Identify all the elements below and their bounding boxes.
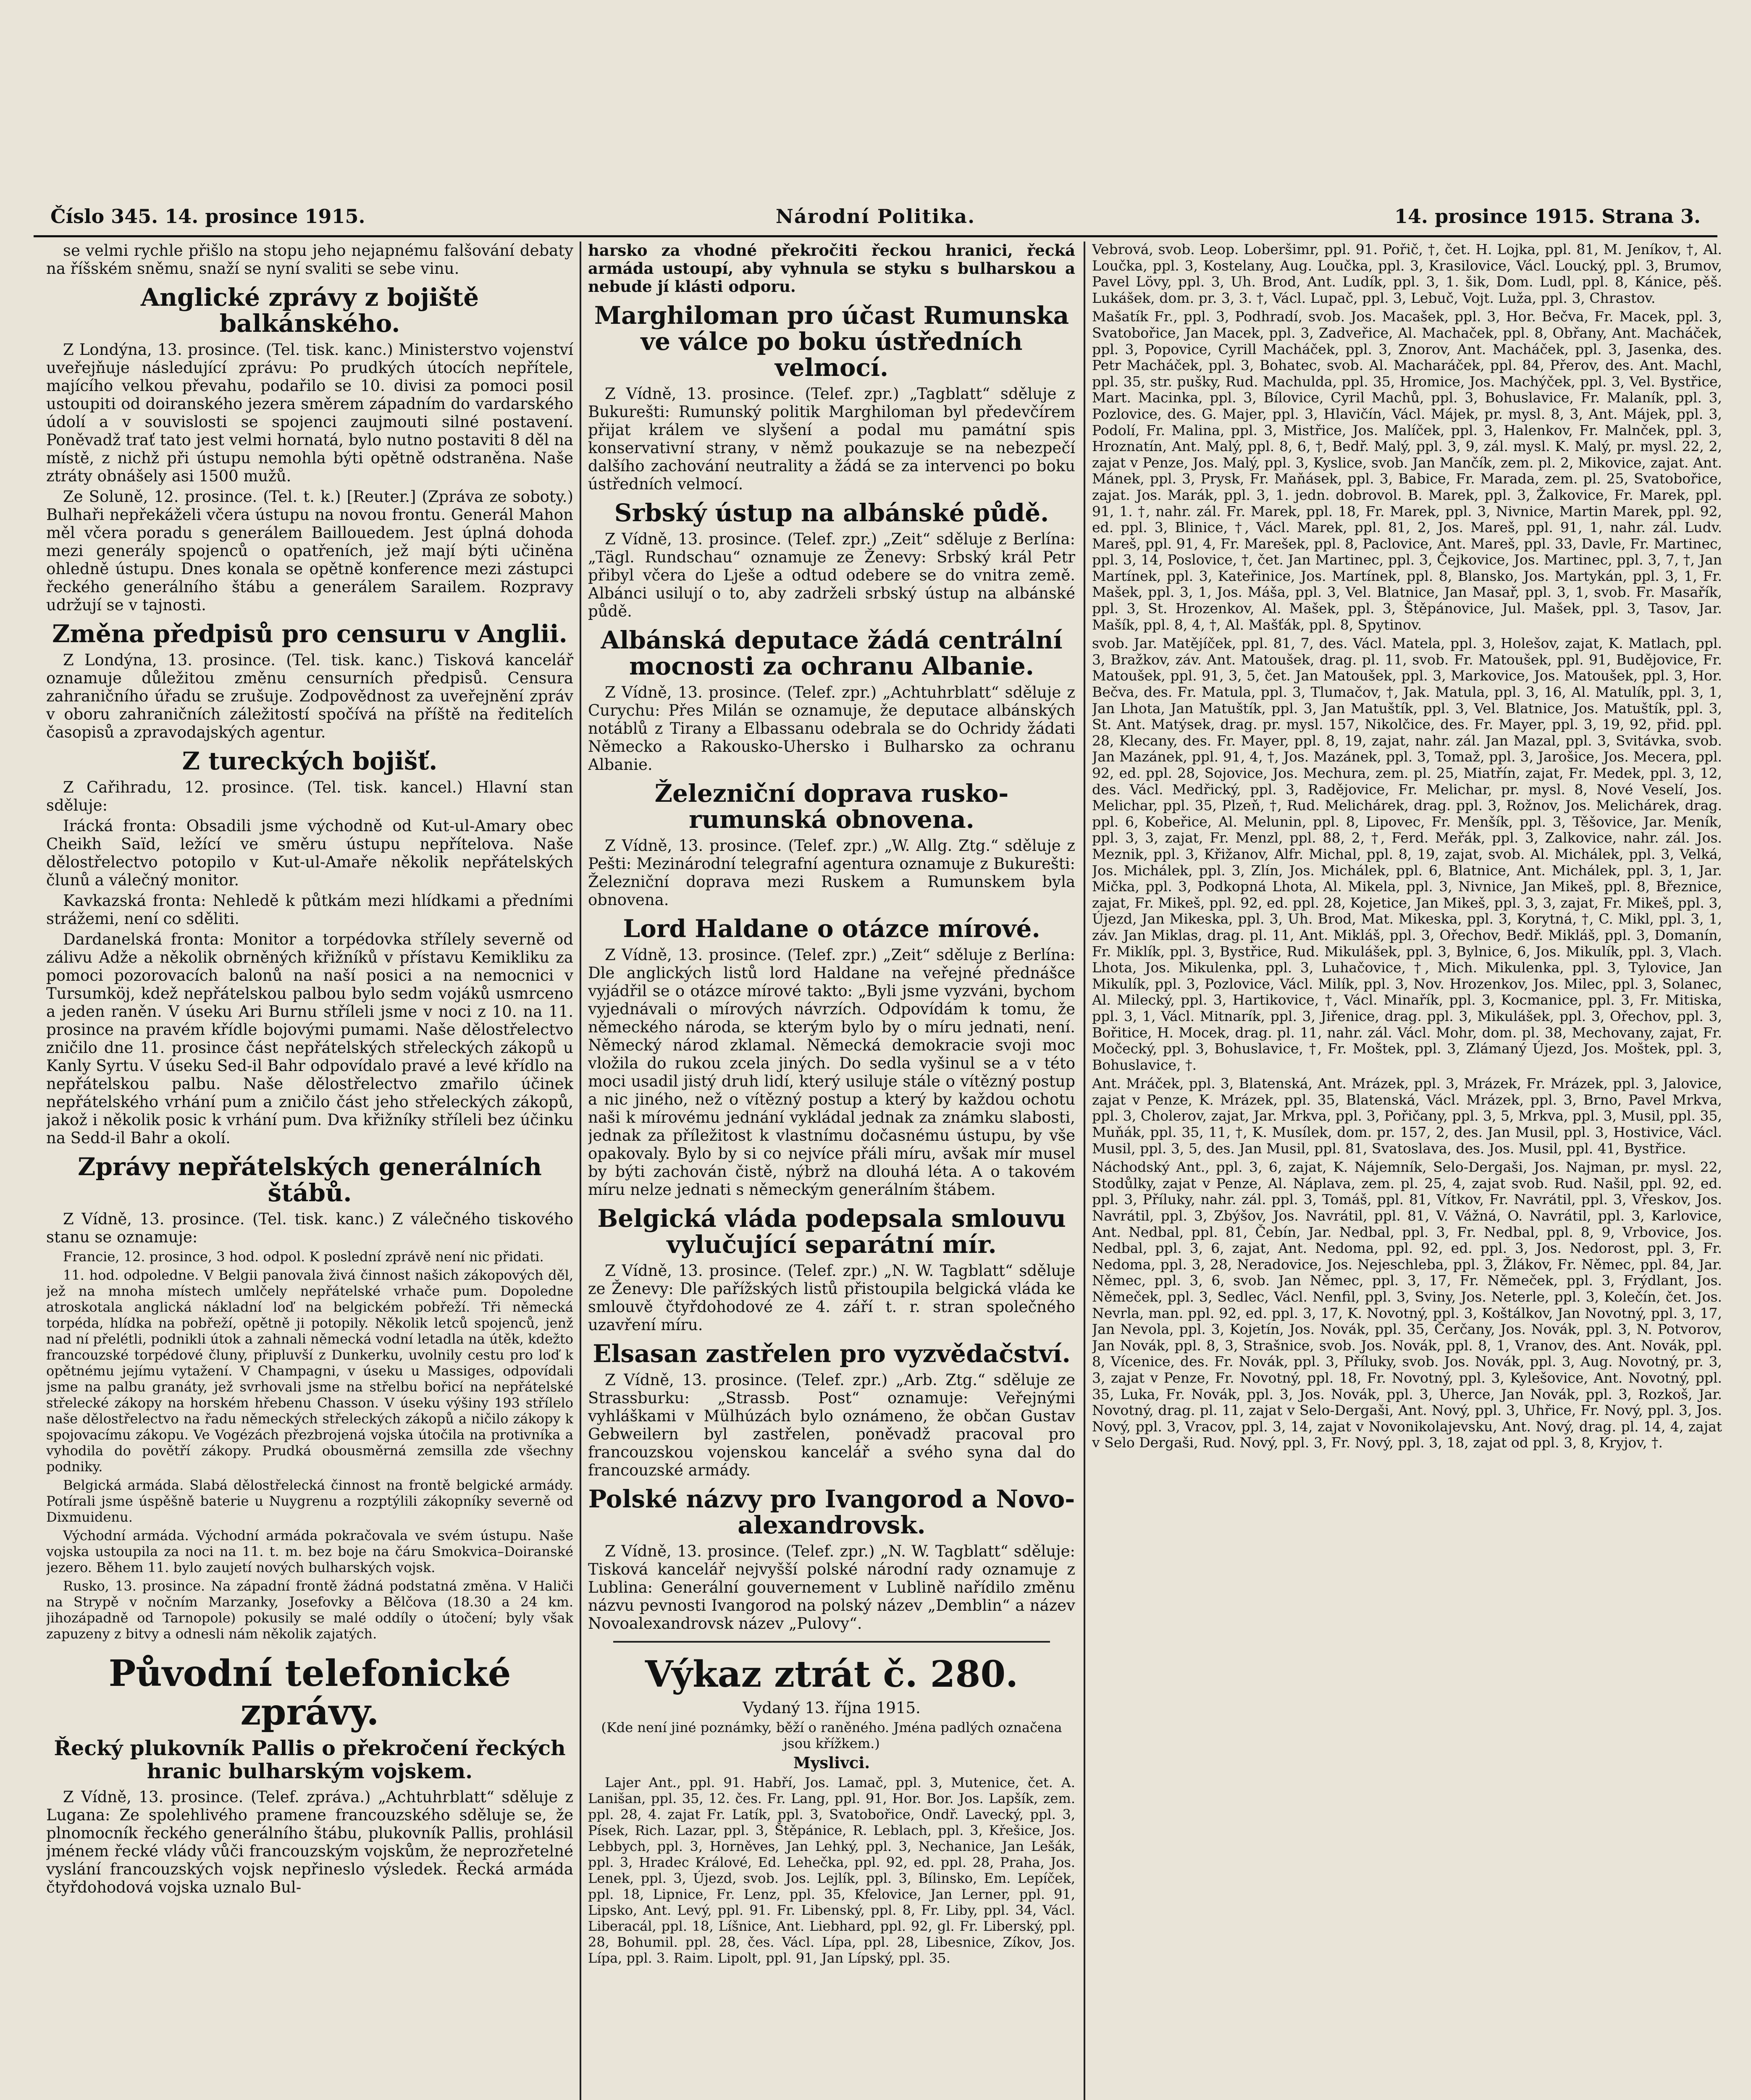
headline: Lord Haldane o otázce mírové. [623, 914, 1040, 943]
article-paragraph: Z Vídně, 13. prosince. (Telef. zpr.) „N. W. Tagblatt“ sděluje: Tisková kancelář nejvyšší polské národní rady oznamuje z Lublina: Generální gouvernement v Lublině nařídilo změnu názvu pevnosti Ivangorod na polský název „Demblin“ a název Novoalexandrovsk název „Pulovy“. [588, 1542, 1075, 1633]
headline: Elsasan zastřelen pro vyzvědačství. [593, 1339, 1071, 1368]
article-paragraph: Kavkazská fronta: Nehledě k půtkám mezi hlídkami a předními strážemi, není co sděliti. [46, 892, 573, 928]
article-paragraph: Belgická armáda. Slabá dělostřelecká činnost na frontě belgické armády. Potírali jsme úspěšně baterie u Nuygrenu a rozptýlili zákopníky severně od Dixmuidenu. [46, 1477, 573, 1525]
casualty-list: Lajer Ant., ppl. 91. Habří, Jos. Lamač, ppl. 3, Mutenice, čet. A. Lanišan, ppl. 35, 12. čes. Fr. Lang, ppl. 91, Hor. Bor. Jos. Lapšík, zem. ppl. 28, 4. zajat Fr. Latík, ppl. 3, Svatobořice, Ondř. Lavecký, ppl. 3, Písek, Rich. Lazar, ppl. 3, Štěpánice, R. Leblach, ppl. 3, Křešice, Jos. Lebbych, ppl. 3, Horněves, Jan Lehký, ppl. 3, Nechanice, Jan Lešák, ppl. 3, Hradec Králové, Ed. Lehečka, ppl. 92, ed. ppl. 28, Praha, Jos. Lenek, ppl. 3, Újezd, svob. Jos. Lejlík, ppl. 3, Bílinsko, Em. Lepíček, ppl. 18, Lipnice, Fr. Lenz, ppl. 35, Kfelovice, Jan Lerner, ppl. 91, Lipsko, Ant. Levý, ppl. 91. Fr. Libenský, ppl. 8, Fr. Liby, ppl. 34, Václ. Liberacál, ppl. 18, Líšnice, Ant. Liebhard, ppl. 92, gl. Fr. Liberský, ppl. 28, Bohumil. ppl. 28, čes. Václ. Lípa, ppl. 28, Libesnice, Zíkov, Jos. Lípa, ppl. 3. Raim. Lipolt, ppl. 91, Jan Lípský, ppl. 35. [588, 1774, 1075, 1966]
headline: Změna předpisů pro censuru v Anglii. [52, 620, 567, 648]
subheadline: Řecký plukovník Pallis o překročení řeckých hranic bulharským vojskem. [54, 1736, 566, 1783]
headline: Marghiloman pro účast Rumunska ve válce po boku ústředních velmocí. [594, 301, 1069, 382]
casualty-list: svob. Jar. Matějíček, ppl. 81, 7, des. Václ. Matela, ppl. 3, Holešov, zajat, K. Matlach, ppl. 3, Bražkov, záv. Ant. Matoušek, drag. pl. 11, svob. Fr. Matoušek, ppl. 91, Budějovice, Fr. Matoušek, ppl. 91, 3, 5, čet. Jan Matoušek, ppl. 3, Markovice, Jos. Matoušek, ppl. 3, Hor. Bečva, des. Fr. Matula, ppl. 3, Tlumačov, †, Jak. Matula, ppl. 3, 16, Al. Matulík, ppl. 3, 1, Jan Lhota, Jan Matuštík, ppl. 3, Jan Matuštík, ppl. 3, Vel. Blatnice, Jos. Matuštík, ppl. 3, St. Ant. Matýsek, drag. pr. mysl. 157, Nikolčice, des. Fr. Mayer, ppl. 3, 19, 92, přid. ppl. 28, Klecany, des. Fr. Mayer, ppl. 8, 19, zajat, nahr. zál. Jan Mazal, ppl. 3, Svitávka, svob. Jan Mazánek, ppl. 91, 4, †, Jos. Mazánek, ppl. 3, Tomaž, ppl. 3, Jarošice, Jos. Mecera, ppl. 92, ed. ppl. 28, Sojovice, Jos. Mechura, zem. pl. 25, Miatřín, zajat, Fr. Medek, ppl. 3, 12, des. Václ. Medřický, ppl. 3, Radějovice, Fr. Melichar, pr. mysl. 8, Nové Veselí, Jos. Melichar, ppl. 35, Plzeň, †, Rud. Melichárek, drag. ppl. 3, Rožnov, Jos. Melichárek, drag. ppl. 6, Kobeřice, Al. Melunin, ppl. 8, Lipovec, Fr. Menšík, ppl. 3, Těšovice, Jar. Meník, ppl. 3, 3, zajat, Fr. Menzl, ppl. 88, 2, †, Ferd. Meřák, ppl. 3, Zalkovice, nahr. zál. Jos. Meznik, ppl. 3, Křižanov, Alfr. Michal, ppl. 8, 19, zajat, svob. Al. Michálek, ppl. 3, Velká, Jos. Michálek, ppl. 3, Zlín, Jos. Michálek, ppl. 6, Blatnice, Ant. Michálek, ppl. 3, 1, Jar. Mička, ppl. 3, Podkopná Lhota, Al. Mikela, ppl. 3, Nivnice, Jan Mikeš, ppl. 8, Březnice, zajat, Fr. Mikeš, ppl. 92, ed. ppl. 28, Kojetice, Jan Mikeš, ppl. 3, 3, zajat, Fr. Mikeš, ppl. 3, Újezd, Jan Mikeska, ppl. 3, Uh. Brod, Mat. Mikeska, ppl. 3, Korytná, †, C. Mikl, ppl. 3, 1, záv. Jan Miklas, drag. pl. 11, Ant. Mikláš, ppl. 3, Ořechov, Bedř. Mikláš, ppl. 3, Domanín, Fr. Miklík, ppl. 3, Bystřice, Rud. Mikulášek, ppl. 3, Bylnice, 6, Jos. Mikulík, ppl. 3, Vlach. Lhota, Jos. Mikulenka, ppl. 3, Luhačovice, †, Mich. Mikulenka, ppl. 3, Tylovice, Jan Mikulík, ppl. 3, Pozlovice, Václ. Milík, ppl. 3, Nov. Hrozenkov, Jos. Milec, ppl. 3, Solanec, Al. Milecký, ppl. 3, Hartikovice, †, Václ. Minařík, ppl. 3, Kocmanice, ppl. 3, Fr. Mitiska, ppl. 3, 1, Václ. Mitnarík, ppl. 3, Jiřenice, drag. ppl. 3, Mikulášek, ppl. 3, Ořechov, ppl. 3, Bořitice, H. Mocek, drag. pl. 11, nahr. zál. Václ. Mohr, dom. pl. 38, Mechovany, zajat, Fr. Močecký, ppl. 3, Bohuslavice, †, Fr. Moštek, ppl. 3, Zlámaný Újezd, Jos. Moštek, ppl. 3, Bohuslavice, †. [1092, 635, 1722, 1073]
casualty-list: Náchodský Ant., ppl. 3, 6, zajat, K. Nájemník, Selo-Dergaši, Jos. Najman, pr. mysl. 22, Stodůlky, zajat v Penze, Al. Náplava, zem. pl. 25, 4, zajat svob. Rud. Našil, ppl. 92, ed. ppl. 3, Příluky, nahr. zál. ppl. 3, Tomáš, ppl. 81, Vítkov, Fr. Navrátil, ppl. 3, Vřeskov, Jos. Navrátil, ppl. 3, Zbýšov, Jos. Navrátil, ppl. 81, V. Vážná, O. Navrátil, ppl. 3, Karlovice, Ant. Nedbal, ppl. 81, Čebín, Jar. Nedbal, ppl. 3, Fr. Nedbal, ppl. 8, 9, Vrbovice, Jos. Nedbal, ppl. 3, 6, zajat, Ant. Nedoma, ppl. 92, ed. ppl. 3, Jos. Nedorost, ppl. 3, Fr. Nedoma, ppl. 3, 28, Neradovice, Jos. Nejeschleba, ppl. 3, Žlákov, Fr. Němec, ppl. 84, Jar. Němec, ppl. 3, 6, svob. Jan Němec, ppl. 3, 17, Fr. Němeček, ppl. 3, Frýdlant, Jos. Němeček, ppl. 3, Sedlec, Václ. Nenfil, ppl. 3, Sviny, Jos. Neterle, ppl. 3, Kolečín, čet. Jos. Nevrla, man. ppl. 92, ed. ppl. 3, 17, K. Novotný, ppl. 3, Koštálkov, Jan Novotný, ppl. 3, 17, Jan Nevola, ppl. 3, Kojetín, Jos. Novák, ppl. 35, Čerčany, Jos. Novák, ppl. 3, N. Potvorov, Jan Novák, ppl. 8, 3, Strašnice, svob. Jos. Novák, ppl. 8, 1, Vranov, des. Ant. Novák, ppl. 8, Vícenice, des. Fr. Novák, ppl. 3, Příluky, svob. Jos. Novák, ppl. 3, Aug. Novotný, pr. 3, 3, zajat v Penze, Fr. Novotný, ppl. 18, Fr. Novotný, ppl. 3, Kylešovice, Ant. Novotný, ppl. 35, Luka, Fr. Novák, ppl. 3, Jos. Novák, ppl. 3, Uherce, Jan Novák, ppl. 3, Rozkoš, Jar. Novotný, drag. pl. 11, zajat v Selo-Dergaši, Ant. Nový, ppl. 3, Uhřice, Fr. Nový, ppl. 3, Jos. Nový, ppl. 3, Vracov, ppl. 3, 14, zajat v Novonikolajevsku, Ant. Nový, drag. pl. 14, 4, zajat v Selo Dergaši, Rud. Nový, ppl. 3, Fr. Nový, ppl. 3, 18, zajat od ppl. 3, 8, Kryjov, †. [1092, 1159, 1722, 1451]
column-rule [1084, 242, 1085, 2100]
section-headline: Výkaz ztrát č. 280. [645, 1653, 1019, 1696]
casualty-list: Vebrová, svob. Leop. Loberšimr, ppl. 91. Pořič, †, čet. H. Lojka, ppl. 81, M. Jeníkov, †, Al. Loučka, ppl. 3, Kostelany, Aug. Loučka, ppl. 3, Krasilovice, Václ. Loucký, ppl. 3, Brumov, Pavel Lövy, ppl. 3, Uh. Brod, Ant. Ludík, ppl. 3, 1. šik, Dom. Ludl, ppl. 8, Kánice, pěš. Lukášek, dom. pr. 3, 3. †, Václ. Lupač, ppl. 3, Lebuč, Vojt. Luža, ppl. 3, Chrastov. [1092, 242, 1722, 306]
article-paragraph: Z Londýna, 13. prosince. (Tel. tisk. kanc.) Ministerstvo vojenství uveřejňuje následující zprávu: Po prudkých útocích nepřítele, majícího velkou převahu, podařilo se 10. divisi za pomoci posil ustoupiti od doiranského jezera směrem západním do vardarského údolí a v souvislosti se spojenci zaujmouti silné postavení. Poněvadž trať tato jest velmi hornatá, bylo nutno postaviti 8 děl na místě, z nichž při ústupu nemohla býti opětně odstraněna. Naše ztráty obnášely asi 1500 mužů. [46, 341, 573, 485]
losses-category: Myslivci. [793, 1754, 870, 1772]
article-paragraph: se velmi rychle přišlo na stopu jeho nejapnému falšování debaty na říšském sněmu, snaží se nyní svaliti se sebe vinu. [46, 242, 573, 278]
article-paragraph: Irácká fronta: Obsadili jsme východně od Kut-ul-Amary obec Cheikh Saïd, ležící ve směru ústupu nepřítelova. Naše dělostřelectvo potopilo v Kut-ul-Amaře několik nepřátelských člunů a válečný monitor. [46, 817, 573, 889]
issue-info: Číslo 345. 14. prosince 1915. [50, 205, 365, 228]
headline: Anglické zprávy z bojiště balkánského. [140, 283, 479, 338]
divider [613, 1641, 1050, 1643]
article-paragraph: Z Vídně, 13. prosince. (Telef. zpr.) „Arb. Ztg.“ sděluje ze Strassburku: „Strassb. Post“ oznamuje: Veřejnými vyhláškami v Mülhúzách bylo oznámeno, že občan Gustav Gebweilern byl zastřelen, poněvadž pracoval pro francouzskou vojenskou kancelář a svého syna dal do francouzské armády. [588, 1371, 1075, 1479]
headline: Polské názvy pro Ivangorod a Novo-alexandrovsk. [588, 1485, 1075, 1539]
losses-note: (Kde není jiné poznámky, běží o raněného. Jména padlých označena jsou křížkem.) [601, 1719, 1062, 1751]
headline: Z tureckých bojišť. [182, 747, 438, 775]
headline: Albánská deputace žádá centrální mocnosti za ochranu Albanie. [601, 626, 1063, 680]
headline: Železniční doprava rusko-rumunská obnovena. [654, 779, 1009, 834]
page-number: 14. prosince 1915. Strana 3. [1394, 205, 1701, 228]
article-paragraph: Z Vídně, 13. prosince. (Tel. tisk. kanc.) Z válečného tiskového stanu se oznamuje: [46, 1210, 573, 1246]
article-paragraph: Z Vídně, 13. prosince. (Telef. zpr.) „N. W. Tagblatt“ sděluje ze Ženevy: Dle pařížských listů přistoupila belgická vláda ke smlouvě čtyřdohodové ze 4. září t. r. stran společného uzavření míru. [588, 1262, 1075, 1334]
casualty-list: Ant. Mráček, ppl. 3, Blatenská, Ant. Mrázek, ppl. 3, Mrázek, Fr. Mrázek, ppl. 3, Jalovice, zajat v Penze, K. Mrázek, ppl. 35, Blatenská, Václ. Mrázek, ppl. 3, Brno, Pavel Mrkva, ppl. 3, Cholerov, zajat, Jar. Mrkva, ppl. 3, Pořičany, ppl. 3, 5, Mrkva, ppl. 3, Musil, ppl. 35, Muňák, ppl. 35, 11, †, K. Musílek, dom. pr. 157, 2, des. Jan Musil, ppl. 3, Hostivice, Václ. Musil, ppl. 3, 5, des. Jan Musil, ppl. 81, Svatoslava, des. Jos. Musil, ppl. 41, Bystřice. [1092, 1075, 1722, 1157]
article-paragraph: Z Vídně, 13. prosince. (Telef. zpr.) „Tagblatt“ sděluje z Bukurešti: Rumunský politik Marghiloman byl předevčírem přijat králem ve slyšení a podal mu památní spis konservativní strany, v němž poukazuje se na nebezpečí dalšího zachování neutrality a žádá se za intervenci po boku ústředních velmocí. [588, 385, 1075, 493]
headline: Srbský ústup na albánské půdě. [614, 499, 1049, 527]
article-paragraph: 11. hod. odpoledne. V Belgii panovala živá činnost našich zákopových děl, jež na mnoha místech umlčely nepřátelské vrhače pum. Dopoledne atroskotala anglická nákladní loď na belgickém pobřeží. Tři německá torpéda, hlídka na pobřeží, opětně ji potopily. Několik letců spojenců, jenž nad ní přelétli, podnikli útok a zahnali německá vodní letadla na útěk, kdežto francouzské torpédové čluny, připluvší z Dunkerku, uvolnily cestu pro loď k opětnému jejímu vytažení. V Champagni, v úseku u Massiges, odpovídali jsme na palbu granáty, jež svrhovali jsme na střelbu bořicí na nepřátelské střelecké zákopy na horském hřebenu Chasson. V úseku výšiny 193 střílelo naše dělostřelectvo na řadu německých střeleckých zákopů a ničilo zákopy k spojovacímu zákopu. Ve Vogézách přezbrojená vojska útočila na protivníka a vyhodila do povětří zákopy. Prudká obousměrná zemsilla zde všechny podniky. [46, 1267, 573, 1475]
casualty-list: Mašatík Fr., ppl. 3, Podhradí, svob. Jos. Macašek, ppl. 3, Hor. Bečva, Fr. Macek, ppl. 3, Svatobořice, Jan Macek, ppl. 3, Zadveřice, Al. Machaček, ppl. 8, Obřany, Ant. Macháček, ppl. 3, Popovice, Cyrill Macháček, ppl. 3, Znorov, Ant. Macháček, ppl. 3, Jasenka, des. Petr Macháček, ppl. 3, Bohatec, svob. Al. Macharáček, ppl. 84, Přerov, des. Ant. Machl, ppl. 35, str. pušky, Rud. Machulda, ppl. 35, Hromice, Jos. Machýček, ppl. 3, Vel. Bystřice, Mart. Macinka, ppl. 3, Bílovice, Cyril Machů, ppl. 3, Bohuslavice, Fr. Malaník, ppl. 3, Pozlovice, des. G. Majer, ppl. 3, Hlavičín, Václ. Májek, pr. mysl. 8, 3, Ant. Májek, ppl. 3, Podolí, Fr. Malina, ppl. 3, Mistřice, Jos. Malíček, ppl. 3, Halenkov, Fr. Malnček, ppl. 3, Hroznatín, Ant. Malý, ppl. 8, 6, †, Bedř. Malý, ppl. 3, 9, zál. mysl. K. Malý, pr. mysl. 22, 2, zajat v Penze, Jos. Malý, ppl. 3, Kyslice, svob. Jan Mančík, zem. pl. 2, Mikovice, zajat. Ant. Mánek, ppl. 3, Prysk, Fr. Maňásek, ppl. 3, Babice, Fr. Marada, zem. pl. 25, Svatobořice, zajat. Jos. Marák, ppl. 3, 1. jedn. dobrovol. B. Marek, ppl. 3, Žalkovice, Fr. Marek, ppl. 91, 1. †, nahr. zál. Fr. Marek, ppl. 18, Fr. Marek, ppl. 3, Nivnice, Martin Marek, ppl. 92, ed. ppl. 3, Blinice, †, Václ. Marek, ppl. 81, 2, Jos. Mareš, ppl. 91, 1, nahr. zál. Ludv. Mareš, ppl. 91, 4, Fr. Marešek, ppl. 8, Paclovice, Ant. Mareš, ppl. 33, Davle, Fr. Martinec, ppl. 3, 14, Poslovice, †, čet. Jan Martinec, ppl. 3, Čejkovice, Jos. Martinec, ppl. 3, 7, †, Jan Martínek, ppl. 3, Kateřinice, Jos. Martínek, ppl. 8, Blansko, Jos. Martykán, ppl. 3, 1, Fr. Mašek, ppl. 3, 1, Jos. Máša, ppl. 3, Vel. Blatnice, Jan Masař, ppl. 3, 1, svob. Fr. Masařík, ppl. 3, St. Hrozenkov, Al. Mašek, ppl. 3, Štěpánovice, Jul. Mašek, ppl. 3, Tasov, Jar. Mašík, ppl. 8, 4, †, Al. Mašťák, ppl. 8, Spytinov. [1092, 308, 1722, 633]
column-3 [1092, 242, 1722, 2100]
article-paragraph: Francie, 12. prosince, 3 hod. odpol. K poslední zprávě není nic přidati. [63, 1249, 544, 1265]
column-1 [46, 242, 573, 2100]
section-headline: Původní telefonické zprávy. [108, 1652, 511, 1733]
masthead-title: Národní Politika. [775, 205, 976, 228]
page-header [34, 202, 1717, 237]
article-paragraph: Z Londýna, 13. prosince. (Tel. tisk. kanc.) Tisková kancelář oznamuje důležitou změnu censurních předpisů. Censura zahraničního úřadu se zrušuje. Zodpovědnost za uveřejnění zpráv v oboru zahraničních záležitostí spočívá na příště na ředitelích časopisů a zpravodajských agentur. [46, 651, 573, 741]
article-paragraph: harsko za vhodné překročiti řeckou hranici, řecká armáda ustoupí, aby vyhnula se styku s bulharskou a nebude jí klásti odporu. [588, 242, 1075, 296]
article-paragraph: Z Vídně, 13. prosince. (Telef. zpr.) „Achtuhrblatt“ sděluje z Curychu: Přes Milán se oznamuje, že deputace albánských notáblů z Tirany a Elbassanu odebrala se do Ochridy žádati Německo a Rakousko-Uhersko i Bulharsko za ochranu Albanie. [588, 683, 1075, 774]
headline: Belgická vláda podepsala smlouvu vylučující separátní mír. [597, 1204, 1066, 1259]
column-2 [588, 242, 1075, 2100]
article-paragraph: Z Vídně, 13. prosince. (Telef. zpr.) „Zeit“ sděluje z Berlína: Dle anglických listů lord Haldane na veřejné přednášce vyjádřil se o otázce mírové takto: „Byli jsme vyzváni, bychom vyjednávali o mírových návrzích. Odpovídám k tomu, že německého národa, se kterým bylo by o míru jednati, není. Německý národ zklamal. Německá demokracie svoji moc vložila do rukou zcela jiných. Do sedla vyšinul se a v této moci usadil jistý druh lidí, který usiluje stále o vítězný postup a nic jiného, než o vítězný postup a který by každou ochotu naši k mírovému jednání vykládal jednak za známku slabosti, jednak za příležitost k vlastnímu dočasnému ústupu, by vše opakovaly. Bylo by si co nejvíce přáli míru, avšak mír musel by býti zachován čistě, nýbrž na dlouhá léta. A o takovém míru nelze jednati s německým generálním štábem. [588, 946, 1075, 1199]
article-paragraph: Rusko, 13. prosince. Na západní frontě žádná podstatná změna. V Haliči na Strypě v nočním Marzanky, Josefovky a Bělčova (18.30 a 24 km. jihozápadně od Tarnopole) pokusily se malé oddíly o útočení; byly však zapuzeny z bitvy a odnesli nám několik zajatých. [46, 1578, 573, 1642]
article-paragraph: Z Cařihradu, 12. prosince. (Tel. tisk. kancel.) Hlavní stan sděluje: [46, 778, 573, 814]
article-paragraph: Dardanelská fronta: Monitor a torpédovka střílely severně od zálivu Adže a několik obrněných křižníků v přístavu Kemikliku za pomoci pozorovacích balonů na naší posici a na nemocnici v Tursumköj, kdež nepřátelskou palbou bylo sedm vojáků usmrceno a jeden raněn. V úseku Ari Burnu stříleli jsme v noci z 10. na 11. prosince na pravém křídle bojovými pumami. Naše dělostřelectvo zničilo dne 11. prosince část nepřátelských střeleckých zákopů u Kanly Syrtu. V úseku Sed-il Bahr odpovídalo pravé a levé křídlo na nepřátelskou palbu. Naše dělostřelectvo zmařilo účinek nepřátelského vrhání pum a zničilo část jeho střeleckých zákopů, jakož i několik posic k vrhání pum. Dva křižníky stříleli bez účinku na Sedd-il Bahr a okolí. [46, 930, 573, 1147]
column-rule [580, 242, 581, 2100]
article-paragraph: Východní armáda. Východní armáda pokračovala ve svém ústupu. Naše vojska ustoupila za noci na 11. t. m. bez boje na čáru Smokvica–Doiranské jezero. Během 11. bylo zaujetí nových bulharských vojsk. [46, 1528, 573, 1575]
article-paragraph: Z Vídně, 13. prosince. (Telef. zpráva.) „Achtuhrblatt“ sděluje z Lugana: Ze spolehlivého pramene francouzského sděluje se, že plnomocník řeckého generálního štábu, plukovník Pallis, prohlásil jménem řecké vlády vůči francouzským vojskům, že neprozřetelné vyslání francouzských vojsk nepřineslo výsledek. Řecká armáda čtyřdohodová vojska uznalo Bul- [46, 1788, 573, 1896]
article-paragraph: Z Vídně, 13. prosince. (Telef. zpr.) „Zeit“ sděluje z Berlína: „Tägl. Rundschau“ oznamuje ze Ženevy: Srbský král Petr přibyl včera do Lješe a odtud odebere se do vnitra země. Albánci usilují o to, aby zadrželi srbský ústup na albánské půdě. [588, 530, 1075, 620]
losses-date: Vydaný 13. října 1915. [743, 1699, 921, 1717]
headline: Zprávy nepřátelských generálních štábů. [78, 1152, 542, 1207]
article-paragraph: Z Vídně, 13. prosince. (Telef. zpr.) „W. Allg. Ztg.“ sděluje z Pešti: Mezinárodní telegrafní agentura oznamuje z Bukurešti: Železniční doprava mezi Ruskem a Rumunskem byla obnovena. [588, 837, 1075, 909]
article-paragraph: Ze Soluně, 12. prosince. (Tel. t. k.) [Reuter.] (Zpráva ze soboty.) Bulhaři nepřekáželi včera ústupu na novou frontu. Generál Mahon měl včera poradu s generálem Baillouedem. Jest úplná dohoda mezi generály spojenců o opatřeních, jež mají býti učiněna ohledně ústupu. Dnes konala se opětně konference mezi zástupci řeckého generálního štábu a generálem Sarailem. Rozpravy udržují se v tajnosti. [46, 488, 573, 614]
